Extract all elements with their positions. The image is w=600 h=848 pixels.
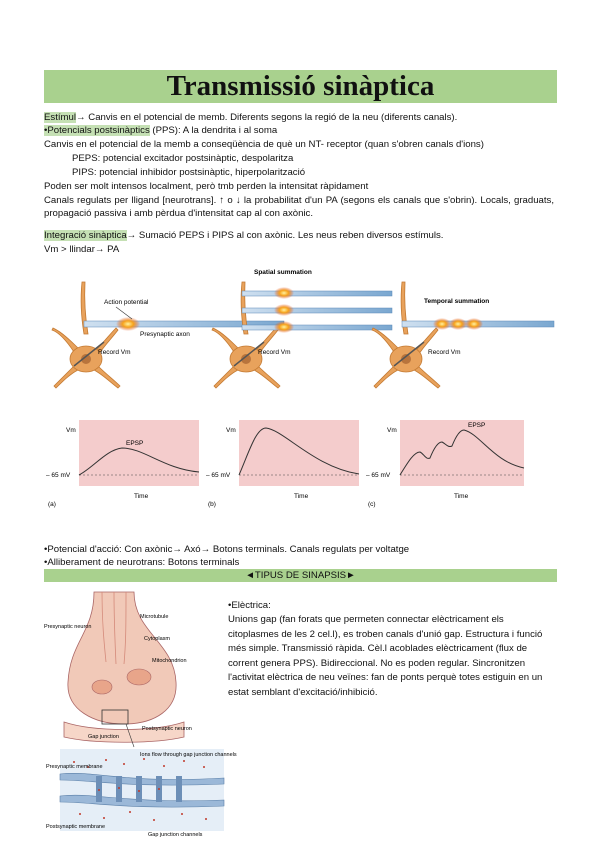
label-time-c: Time bbox=[454, 493, 469, 500]
term-pps: •Potencials postsinàptics bbox=[44, 125, 150, 136]
line-action-potential: •Potencial d'acció: Con axònic→ Axó→ Botons terminals. Canals regulats per voltatge bbox=[44, 544, 410, 555]
line-release: •Alliberament de neurotrans: Botons terminals bbox=[44, 557, 240, 568]
label-gap-channels: Gap junction channels bbox=[148, 832, 203, 838]
tag-c: (c) bbox=[368, 501, 376, 508]
line-intensity: Poden ser molt intensos localment, però tmb perden la intensitat ràpidament bbox=[44, 181, 369, 192]
label-baseline-b: – 65 mV bbox=[206, 472, 231, 479]
summation-figure bbox=[44, 262, 556, 512]
pps-text: (PPS): A la dendrita i al soma bbox=[149, 125, 278, 136]
tag-b: (b) bbox=[208, 501, 216, 508]
neuron-b bbox=[212, 282, 280, 388]
panel-b bbox=[206, 269, 392, 508]
line-ligand: Canals regulats per lligand [neurotrans]. ↑ o ↓ la probabilitat d'un PA (segons els canals que s'obrin). Locals, graduats, propagació passiva i amb pèrdua d'intensitat cap al con axònic. bbox=[44, 195, 554, 219]
label-baseline-a: – 65 mV bbox=[46, 472, 71, 479]
synapse-types-header: ◄TIPUS DE SINAPSIS► bbox=[44, 569, 557, 582]
label-ions-flow: Ions flow through gap junction channels bbox=[140, 752, 237, 758]
label-cytoplasm: Cytoplasm bbox=[144, 636, 170, 642]
graph-a bbox=[79, 420, 199, 486]
page-title: Transmissió sinàptica bbox=[44, 70, 557, 103]
stimulus-text: → Canvis en el potencial de memb. Diferents segons la regió de la neu (diferents canals). bbox=[76, 112, 458, 123]
label-record-a: Record Vm bbox=[98, 349, 131, 356]
label-vm-a: Vm bbox=[66, 427, 76, 434]
term-integration: Integració sinàptica bbox=[44, 230, 127, 241]
label-presynaptic-neuron: Presynaptic neuron bbox=[44, 624, 92, 630]
label-gap-junction: Gap junction bbox=[88, 734, 119, 740]
label-temporal-summation: Temporal summation bbox=[424, 298, 490, 305]
label-vm-c: Vm bbox=[387, 427, 397, 434]
label-time-a: Time bbox=[134, 493, 149, 500]
label-baseline-c: – 65 mV bbox=[366, 472, 391, 479]
label-epsp-a: EPSP bbox=[126, 440, 144, 447]
line-pips: PIPS: potencial inhibidor postsinàptic, hiperpolarització bbox=[72, 167, 306, 178]
label-record-b: Record Vm bbox=[258, 349, 291, 356]
gap-junction-detail bbox=[60, 749, 224, 831]
label-microtubule: Microtubule bbox=[140, 614, 169, 620]
label-spatial-summation: Spatial summation bbox=[254, 269, 312, 276]
label-epsp-c: EPSP bbox=[468, 422, 486, 429]
term-stimulus: Estímul bbox=[44, 112, 76, 123]
integration-text: → Sumació PEPS i PIPS al con axònic. Les neus reben diversos estímuls. bbox=[126, 230, 444, 241]
label-record-c: Record Vm bbox=[428, 349, 461, 356]
line-peps: PEPS: potencial excitador postsinàptic, despolaritza bbox=[72, 153, 294, 164]
label-presynaptic-membrane: Presynaptic membrane bbox=[46, 764, 103, 770]
label-mitochondrion: Mitochondrion bbox=[152, 658, 187, 664]
gap-junction-figure bbox=[44, 592, 237, 838]
label-vm-b: Vm bbox=[226, 427, 236, 434]
label-postsynaptic-membrane: Postsynaptic membrane bbox=[46, 824, 105, 830]
label-action-potential: Action potential bbox=[104, 299, 149, 306]
graph-c bbox=[400, 420, 524, 486]
label-time-b: Time bbox=[294, 493, 309, 500]
label-postsynaptic-neuron: Postsynaptic neuron bbox=[142, 726, 192, 732]
electrical-description: Unions gap (fan forats que permeten connectar elèctricament els citoplasmes de les 2 cel.l), es troben canals d'unió gap. Estructura i funció més simple. Transmissió ràpida. Cèl.l acoblades elèctricament (flux de corrent genera PPS). Bidireccional. No es poden regular. Sincronitzen l'activitat elèctrica de neu veïnes: fan de ponts perquè totes estiguin en un estat semblant d'excitació/inhibició. bbox=[228, 614, 543, 698]
line-threshold: Vm > llindar→ PA bbox=[44, 244, 120, 255]
electrical-heading: •Elèctrica: bbox=[228, 600, 271, 611]
line-stimulus bbox=[44, 111, 457, 124]
line-pps bbox=[44, 124, 277, 137]
graph-b bbox=[239, 420, 359, 486]
line-canvis: Canvis en el potencial de la memb a conseqüència de què un NT- receptor (quan s'obren canals d'ions) bbox=[44, 139, 484, 150]
line-integration bbox=[44, 229, 443, 242]
label-presynaptic-axon: Presynaptic axon bbox=[140, 331, 190, 338]
tag-a: (a) bbox=[48, 501, 56, 508]
panel-c bbox=[366, 282, 554, 508]
neuron-a bbox=[52, 282, 120, 388]
